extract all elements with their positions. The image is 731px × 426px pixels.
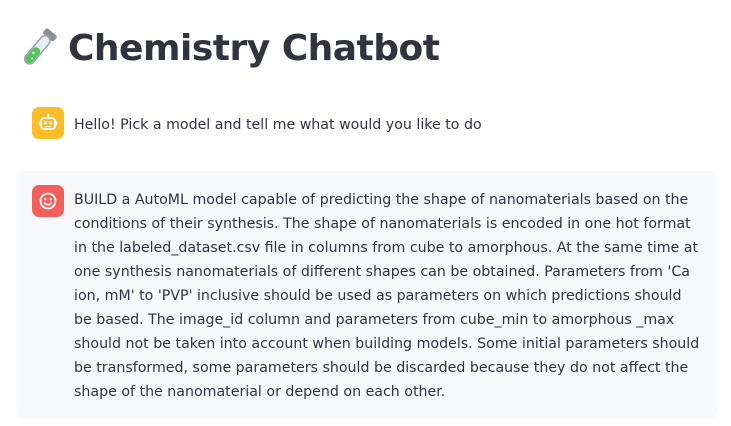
assistant-avatar [32,107,64,139]
smiley-icon [38,191,58,211]
page-header [18,26,439,72]
user-message-text: BUILD a AutoML model capable of predicting the shape of nanomaterials based on the conditions of their synthesis. The shape of nanomaterials is encoded in one hot format in the labeled_dataset.csv file in columns from cube to amorphous. At the same time at one synthesis nanomaterials of different shapes can be obtained. Parameters from 'Ca ion, mM' to 'PVP' inclusive should be used as parameters on which predictions should be based. The image_id column and parameters from cube_min to amorphous _max should not be taken into account when building models. Some initial parameters should be transformed, some parameters should be discarded because they do not affect the shape of the nanomaterial or depend on each other. [74,192,700,400]
user-avatar [32,185,64,217]
chat-message-user [18,171,717,419]
chat-message-assistant [18,103,718,147]
test-tube-icon [18,26,58,72]
robot-icon [38,113,58,133]
assistant-message-text: Hello! Pick a model and tell me what would you like to do [74,117,482,133]
page-title: Chemistry Chatbot [68,28,440,69]
